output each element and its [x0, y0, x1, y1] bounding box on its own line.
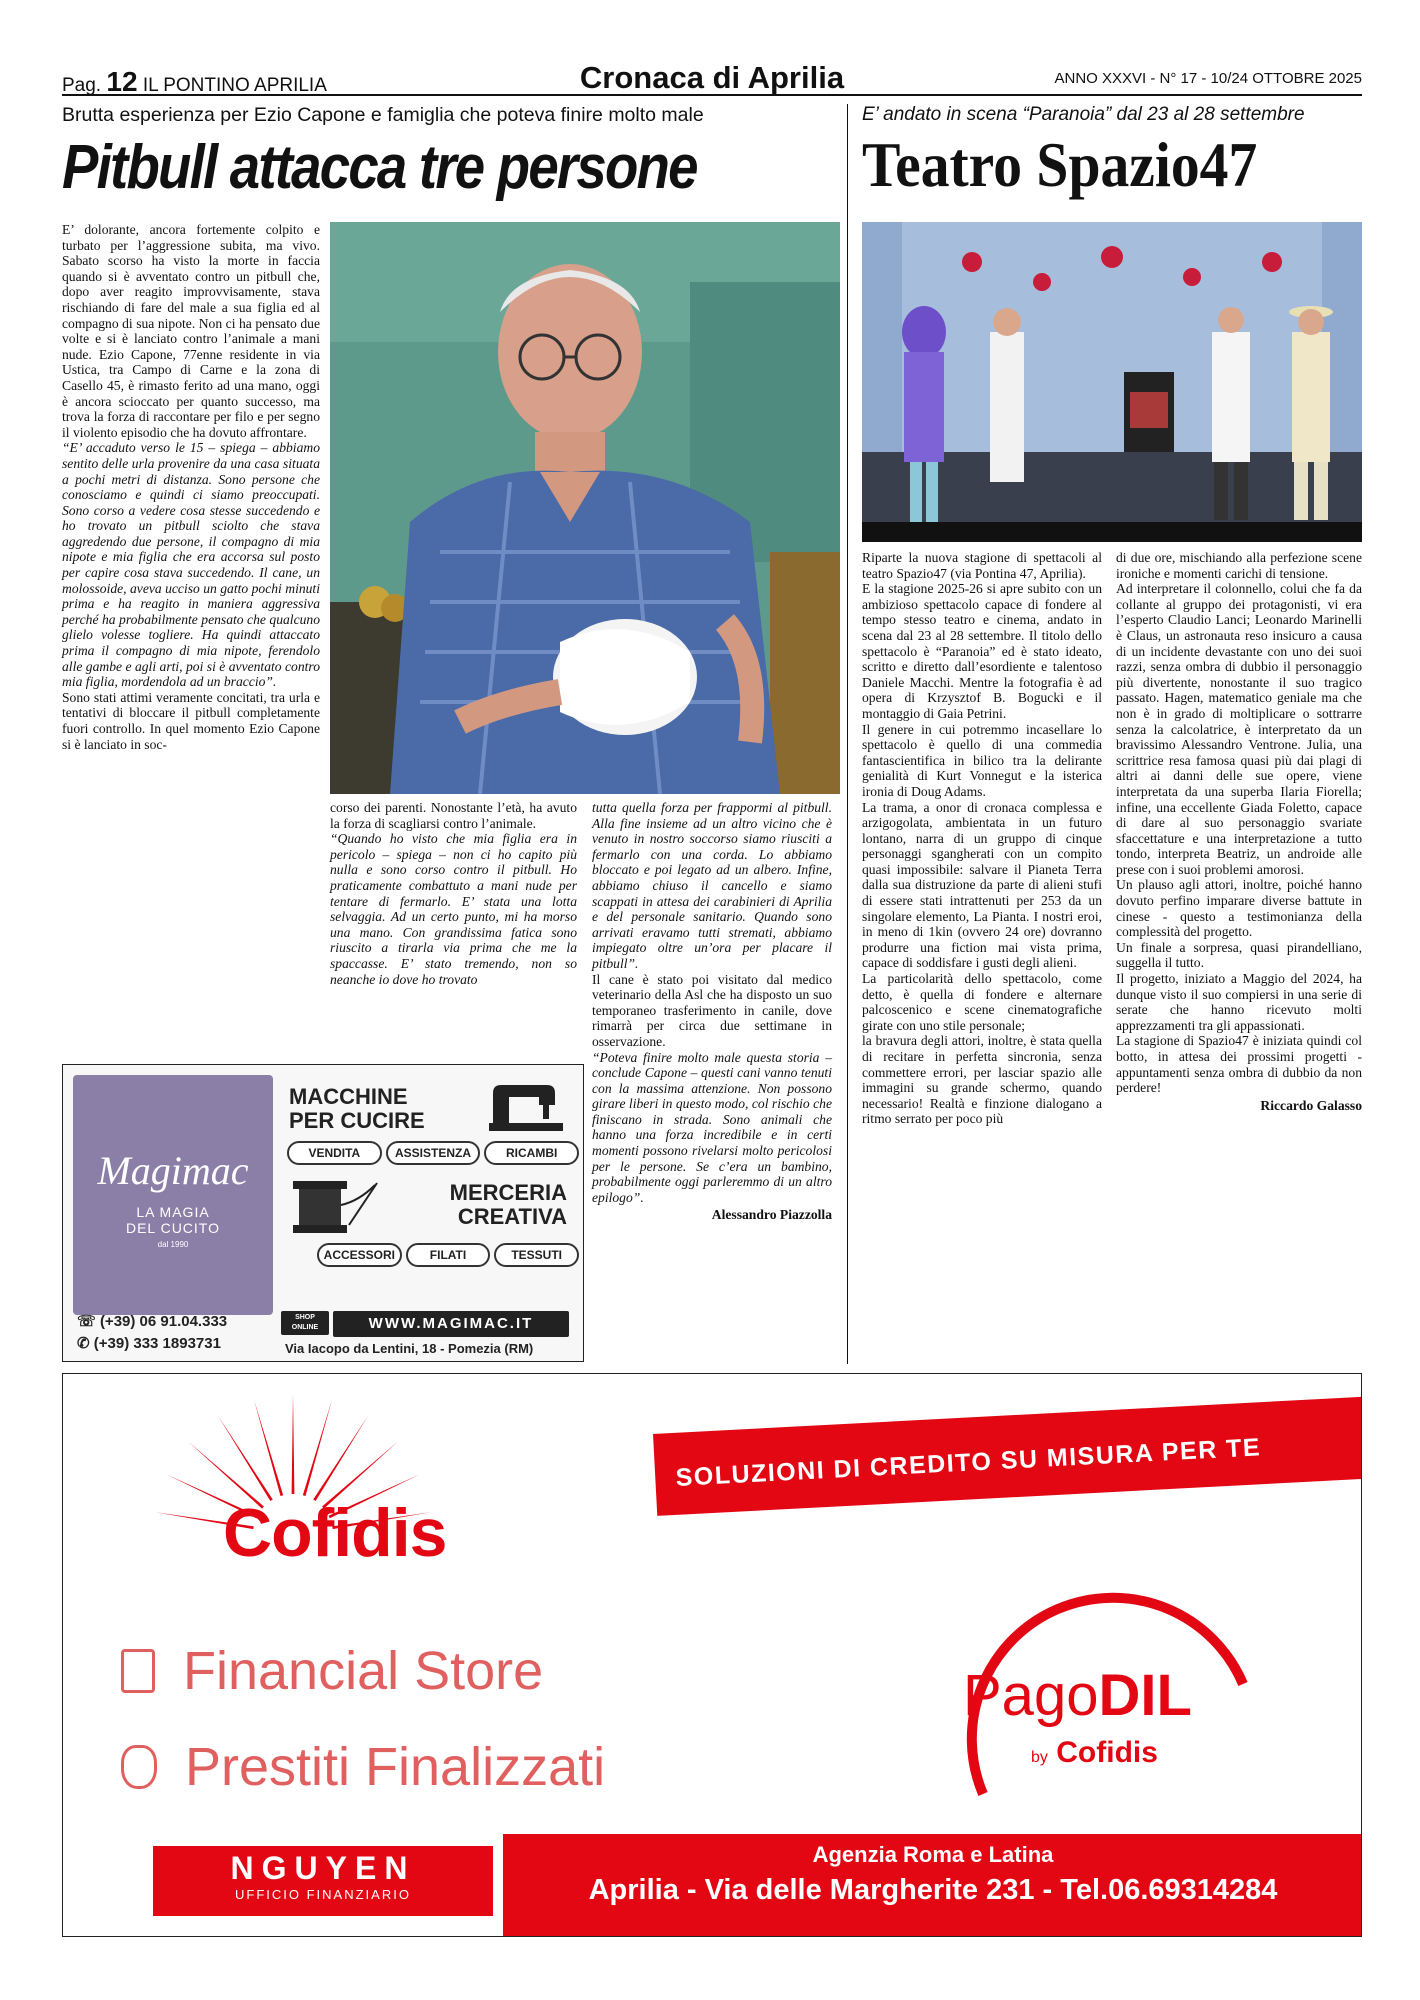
money-bag-icon	[121, 1745, 157, 1789]
author-byline: Alessandro Piazzolla	[711, 1207, 832, 1223]
article-photo-theatre	[862, 222, 1362, 542]
photo-man-bandaged-hand	[330, 222, 840, 794]
service-pill: ACCESSORI	[317, 1243, 402, 1267]
service-pill: FILATI	[406, 1243, 491, 1267]
paragraph: Un plauso agli attori, inoltre, poiché hanno dovuto perfino imparare diverse battute in cinese - questo a testimonianza della complessità del progetto.	[1116, 877, 1362, 940]
paragraph: “Poteva finire molto male questa storia – conclude Capone – questi cani vanno tenuti con la massima attenzione. Non possono girare liberi in questo modo, col rischio che finiscano in strada. Sono animali che hanno una forza incredibile e in certi momenti possono rivelarsi molto pericolosi per le persone. Se c’era un bambino, probabilmente oggi parleremmo di un altro epilogo”.	[592, 1049, 832, 1205]
thread-spool-icon	[289, 1175, 379, 1239]
magimac-website[interactable]: WWW.MAGIMAC.IT	[333, 1311, 569, 1337]
left-headline: Pitbull attacca tre persone	[62, 133, 697, 202]
paragraph: “Quando ho visto che mia figlia era in pericolo – spiega – non ci ho capito più nulla e sono corso contro il pitbull. Ho praticamente combattuto a mani nude per tentare di fermarlo. E’ stata una lotta selvaggia. Ad un certo punto, mi ha morso una mano. Con grandissima fatica sono riuscito a tirarla via prima che me la spaccasse. E’ stato tremendo, non so neanche io dove ho trovato	[330, 831, 577, 987]
page-number: Pag. 12 IL PONTINO APRILIA	[62, 66, 327, 97]
paragraph: Sono stati attimi veramente concitati, tra urla e tentativi di bloccare il pitbull completamente fuori controllo. In quel momento Ezio Capone si è lanciato in soc-	[62, 689, 320, 752]
photo-theatre-stage	[862, 222, 1362, 542]
cofidis-banner-text: SOLUZIONI DI CREDITO SU MISURA PER TE	[675, 1433, 1262, 1492]
left-kicker: Brutta esperienza per Ezio Capone e famiglia che poteva finire molto male	[62, 104, 704, 126]
right-article-col2	[1116, 550, 1362, 1356]
whatsapp-icon: ✆	[77, 1335, 90, 1352]
ad-cofidis[interactable]	[62, 1373, 1362, 1937]
paragraph: tutta quella forza per frappormi al pitbull. Alla fine insieme ad un altro vicino che è venuto in nostro soccorso siamo riusciti a fermarlo con una corda. Lo abbiamo bloccato e poi legato ad un albero. Infine, abbiamo chiuso il cancello e siamo scappati in attesa dei carabinieri di Aprilia e del personale sanitario. Quando sono arrivati eravamo tutti stremati, abbiamo impiegato oltre un’ora per placare il pitbull”.	[592, 800, 832, 971]
issue-info: ANNO XXXVI - N° 17 - 10/24 OTTOBRE 2025	[1054, 70, 1362, 87]
right-article-col1	[862, 550, 1102, 1356]
paragraph: corso dei parenti. Nonostante l’età, ha avuto la forza di scagliarsi contro l’animale.	[330, 800, 577, 831]
ad-magimac[interactable]	[62, 1064, 584, 1362]
page-header	[62, 60, 1362, 96]
right-kicker: E’ andato in scena “Paranoia” dal 23 al 28 settembre	[862, 104, 1305, 125]
article-photo-man	[330, 222, 840, 794]
magimac-phone[interactable]: (+39) 06 91.04.333	[99, 1313, 228, 1330]
sunburst-ray	[313, 1416, 368, 1501]
sewing-services	[287, 1141, 579, 1165]
sunburst-ray	[303, 1400, 332, 1496]
magimac-brand: Magimac	[97, 1148, 249, 1193]
merceria-heading: MERCERIA CREATIVA	[449, 1180, 567, 1229]
paragraph: La trama, a onor di cronaca complessa e arzigogolata, ambientata in un futuro lontano, narra di un gruppo di cinque personaggi sgangherati con un compito quasi impossibile: salvare il Pianeta Terra dalla sua distruzione da parte di alieni stufi di essere stati intrattenuti per 253 da un singolare elemento, La Pianta. I nostri eroi, in meno di 1kin (ovvero 24 ore) dovranno produrre una fiction mai vista prima, capace di soddisfare i gusti degli alieni.	[862, 799, 1102, 971]
prestiti-text: Prestiti Finalizzati	[185, 1737, 606, 1797]
sunburst-ray	[218, 1416, 273, 1501]
cofidis-address[interactable]: Aprilia - Via delle Margherite 231 - Tel.06.69314284	[588, 1874, 1278, 1906]
prestiti-row	[121, 1732, 605, 1802]
magimac-address: Via Iacopo da Lentini, 18 - Pomezia (RM)	[285, 1341, 534, 1356]
magimac-contacts	[77, 1311, 227, 1355]
left-article-col1	[62, 222, 320, 1054]
paragraph: la bravura degli attori, inoltre, è stata quella di recitare in perfetta sincronia, senza commettere errori, per lasciar spazio alle immagini su grande schermo, quando necessario! Realtà e finzione dialogano a ritmo serrato per poco più	[862, 1033, 1102, 1127]
sewing-machines-heading: MACCHINE PER CUCIRE	[289, 1084, 425, 1133]
left-article-col3	[592, 800, 832, 1356]
right-headline: Teatro Spazio47	[862, 129, 1258, 200]
service-pill: ASSISTENZA	[386, 1141, 481, 1165]
calculator-icon	[121, 1649, 155, 1693]
left-article-col2	[330, 800, 577, 1056]
merceria-items	[317, 1243, 579, 1267]
nguyen-logo: NGUYEN UFFICIO FINANZIARIO	[153, 1846, 493, 1916]
service-pill: VENDITA	[287, 1141, 382, 1165]
paragraph: Un finale a sorpresa, quasi pirandelliano, suggella il tutto.	[1116, 939, 1362, 971]
paragraph: di due ore, mischiando alla perfezione scene ironiche e momenti carichi di tensione.	[1116, 550, 1362, 581]
paragraph: Il genere in cui potremmo incasellare lo spettacolo è quello di una commedia fantascientifica in bilico tra la delirante genialità di Kurt Vonnegut e la isterica ironia di Doug Adams.	[862, 721, 1102, 799]
section-title: Cronaca di Aprilia	[579, 60, 845, 95]
shop-online-badge: SHOP ONLINE	[281, 1311, 329, 1335]
paragraph: Il progetto, iniziato a Maggio del 2024, ha dunque visto il suo compiersi in una serie di serate che hanno ricevuto molti apprezzamenti tra gli appassionati.	[1116, 971, 1362, 1033]
paragraph: “E’ accaduto verso le 15 – spiega – abbiamo sentito delle urla provenire da una casa situata a pochi metri di distanza. Sono persone che conosciamo e quindi ci siamo preoccupati. Sono corso a vedere cosa stesse succedendo e ho trovato un pitbull sciolto che stava aggredendo due persone, il compagno di mia nipote e mia figlia che era accorsa sul posto per capire cosa stava succedendo. Il cane, un molossoide, aveva ucciso un gatto pochi minuti prima e ha reagito in maniera aggressiva perché ha probabilmente pensato che qualcuno glielo volesse togliere. Ha quindi attaccato prima il compagno di mia nipote, ferendolo alle gambe e agli arti, poi si è avventato contro mia figlia, mordendola ad un braccio”.	[62, 440, 320, 690]
financial-store-text: Financial Store	[183, 1641, 544, 1701]
paragraph: La stagione di Spazio47 è iniziata quindi col botto, in attesa dei prossimi progetti - appuntamenti senza ombra di dubbio da non perdere!	[1116, 1033, 1362, 1096]
paragraph: E’ dolorante, ancora fortemente colpito e turbato per l’aggressione subita, ma vivo. Sabato scorso ha visto la morte in faccia quando si è avventato contro un pitbull che, dopo aver reagito improvvisamente, stava rischiando di fare del male a sua figlia ed al compagno di sua nipote. Non ci ha pensato due volte e si è lanciato contro l’animale a mani nude. Ezio Capone, 77enne residente in via Ustica, tra Campo di Carne e la zona di Casello 45, è rimasto ferito ad una mano, oggi è ancora scioccato per quanto successo, ma trova la forza di raccontare per filo e per segno il violento episodio che ha dovuto affrontare.	[62, 222, 320, 440]
paragraph: Riparte la nuova stagione di spettacoli al teatro Spazio47 (via Pontina 47, Aprilia).	[862, 550, 1102, 581]
phone-icon: ☏	[77, 1313, 96, 1330]
author-byline: Riccardo Galasso	[1260, 1097, 1362, 1113]
pagodil-by-cofidis: by Cofidis	[1031, 1736, 1158, 1769]
paper-name: IL PONTINO APRILIA	[142, 75, 327, 96]
column-divider	[847, 104, 848, 1364]
agency-region: Agenzia Roma e Latina	[812, 1842, 1054, 1867]
paragraph: La particolarità dello spettacolo, come detto, è quella di fondere e alternare palcoscenico e scene cinematografiche girate con uno stile personale;	[862, 971, 1102, 1033]
paragraph: E la stagione 2025-26 si apre subito con un ambizioso spettacolo capace di fondere al tempo stesso teatro e cinema, andato in scena dal 23 al 28 settembre. Il titolo dello spettacolo è “Paranoia” ed è stato ideato, scritto e diretto dall’esordiente e talentoso Daniele Macchi. Mentre la fotografia è ad opera di Krzysztof B. Bogucki e il montaggio di Gaia Petrini.	[862, 581, 1102, 721]
paragraph: Ad interpretare il colonnello, colui che fa da collante al gruppo dei protagonisti, vi era l’esperto Claudio Lanci; Leonardo Marinelli è Claus, un astronauta reso insicuro a causa di un incidente devastante con uno dei suoi razzi, senza ombra di dubbio il personaggio più divertente, nonostante il suo tragico passato. Hagen, matematico geniale ma che non è in grado di moltiplicare o sottrarre senza la calcolatrice, è interpretato da un bravissimo Alessandro Ventrone. Julia, una scrittrice resa famosa quasi più dai plagi di altri ai danni delle sue opere, viene interpretata da una superba Ilaria Fiorella; infine, una eccellente Giada Foletto, capace di dare al suo personaggio svariate sfaccettature e una interpretazione a tutto tondo, interpreta Beatriz, un androide alle prese con i suoi problemi amorosi.	[1116, 581, 1362, 877]
cofidis-logo: Cofidis	[223, 1495, 447, 1571]
sunburst-ray	[292, 1394, 295, 1494]
magimac-logo-panel: Magimac LA MAGIA DEL CUCITO dal 1990	[73, 1075, 273, 1315]
pagodil-logo: PagoDIL	[963, 1663, 1192, 1728]
financial-store-row	[121, 1636, 543, 1706]
service-pill: RICAMBI	[484, 1141, 579, 1165]
paragraph: Il cane è stato poi visitato dal medico veterinario della Asl che ha disposto un suo temporaneo trasferimento in canile, dove rimarrà per circa due settimane in osservazione.	[592, 971, 832, 1049]
service-pill: TESSUTI	[494, 1243, 579, 1267]
sewing-machine-icon	[483, 1079, 567, 1133]
magimac-whatsapp[interactable]: (+39) 333 1893731	[93, 1335, 221, 1352]
sunburst-ray	[254, 1400, 283, 1496]
